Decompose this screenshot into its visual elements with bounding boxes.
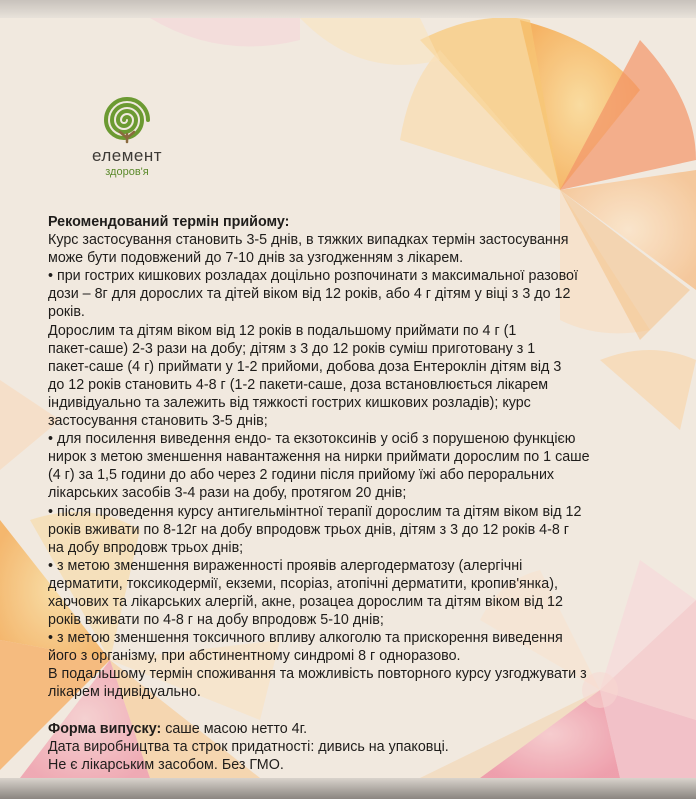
- spacer: [48, 702, 648, 720]
- text-line: нирок з метою зменшення навантаження на нирки приймати дорослим по 1 саше: [48, 449, 590, 466]
- text-line: (4 г) за 1,5 години до або через 2 години після прийому їжі або пероральних: [48, 467, 555, 484]
- form-label: Форма випуску:: [48, 720, 162, 737]
- form-line: [48, 720, 648, 738]
- text-line: індивідуально та залежить від тяжкості гострих кишкових розладів); курс: [48, 394, 531, 411]
- text-line: • для посилення виведення ендо- та екзотоксинів у осіб з порушеною функцією: [48, 431, 576, 448]
- brand-tagline: здоров'я: [105, 166, 149, 178]
- text-line: • з метою зменшення токсичного впливу алкоголю та прискорення виведення: [48, 630, 563, 647]
- text-line: Не є лікарським засобом. Без ГМО.: [48, 756, 284, 773]
- text-line: років.: [48, 304, 85, 321]
- intake-title: Рекомендований термін прийому:: [48, 214, 290, 230]
- text-line: може бути подовжений до 7-10 днів за узгодженням з лікарем.: [48, 250, 464, 267]
- text-line: лікарських засобів 3-4 рази на добу, протягом 20 днів;: [48, 485, 407, 502]
- instructions-text: [48, 213, 648, 774]
- text-line: Дорослим та дітям віком від 12 років в подальшому приймати по 4 г (1: [48, 322, 517, 339]
- form-value: саше масою нетто 4г.: [161, 720, 308, 737]
- bottom-edge: [0, 778, 696, 799]
- top-edge: [0, 0, 696, 18]
- brand-name: елемент: [91, 146, 163, 165]
- text-line: його з організму, при абстинентному синдромі 8 г одноразово.: [48, 648, 461, 665]
- text-line: років вживати по 8-12г на добу впродовж трьох днів, дітям з 3 до 12 років 4-8 г: [48, 521, 569, 538]
- text-line: • з метою зменшення вираженності проявів алергодерматозу (алергічні: [48, 557, 523, 574]
- text-line: • після проведення курсу антигельмінтної терапії дорослим та дітям віком від 12: [48, 503, 582, 520]
- text-line: В подальшому термін споживання та можливість повторного курсу узгоджувати з: [48, 666, 587, 683]
- text-line: на добу впродовж трьох днів;: [48, 539, 244, 556]
- text-line: Курс застосування становить 3-5 днів, в тяжких випадках термін застосування: [48, 232, 569, 249]
- text-line: пакет-саше) 2-3 рази на добу; дітям з 3 до 12 років суміш приготовану з 1: [48, 340, 536, 357]
- text-line: • при гострих кишкових розладах доцільно розпочинати з максимальної разової: [48, 268, 578, 285]
- text-line: до 12 років становить 4-8 г (1-2 пакети-саше, доза встановлюється лікарем: [48, 376, 549, 393]
- text-line: застосування становить 3-5 днів;: [48, 413, 268, 430]
- text-line: пакет-саше (4 г) приймати у 1-2 прийоми, добова доза Ентероклін дітям від 3: [48, 358, 562, 375]
- text-line: дози – 8г для дорослих та дітей віком від 12 років, або 4 г дітям у віці з 3 до 12: [48, 286, 571, 303]
- text-line: харчових та лікарських алергій, акне, розацеа дорослим та дітям віком від 12: [48, 593, 563, 610]
- text-line: Дата виробництва та строк придатності: дивись на упаковці.: [48, 738, 449, 755]
- text-line: років вживати по 4-8 г на добу впродовж 5-10 днів;: [48, 612, 384, 629]
- text-line: дерматити, токсикодермії, екземи, псоріаз, атопічні дерматити, кропив'янка),: [48, 575, 558, 592]
- text-line: лікарем індивідуально.: [48, 684, 201, 701]
